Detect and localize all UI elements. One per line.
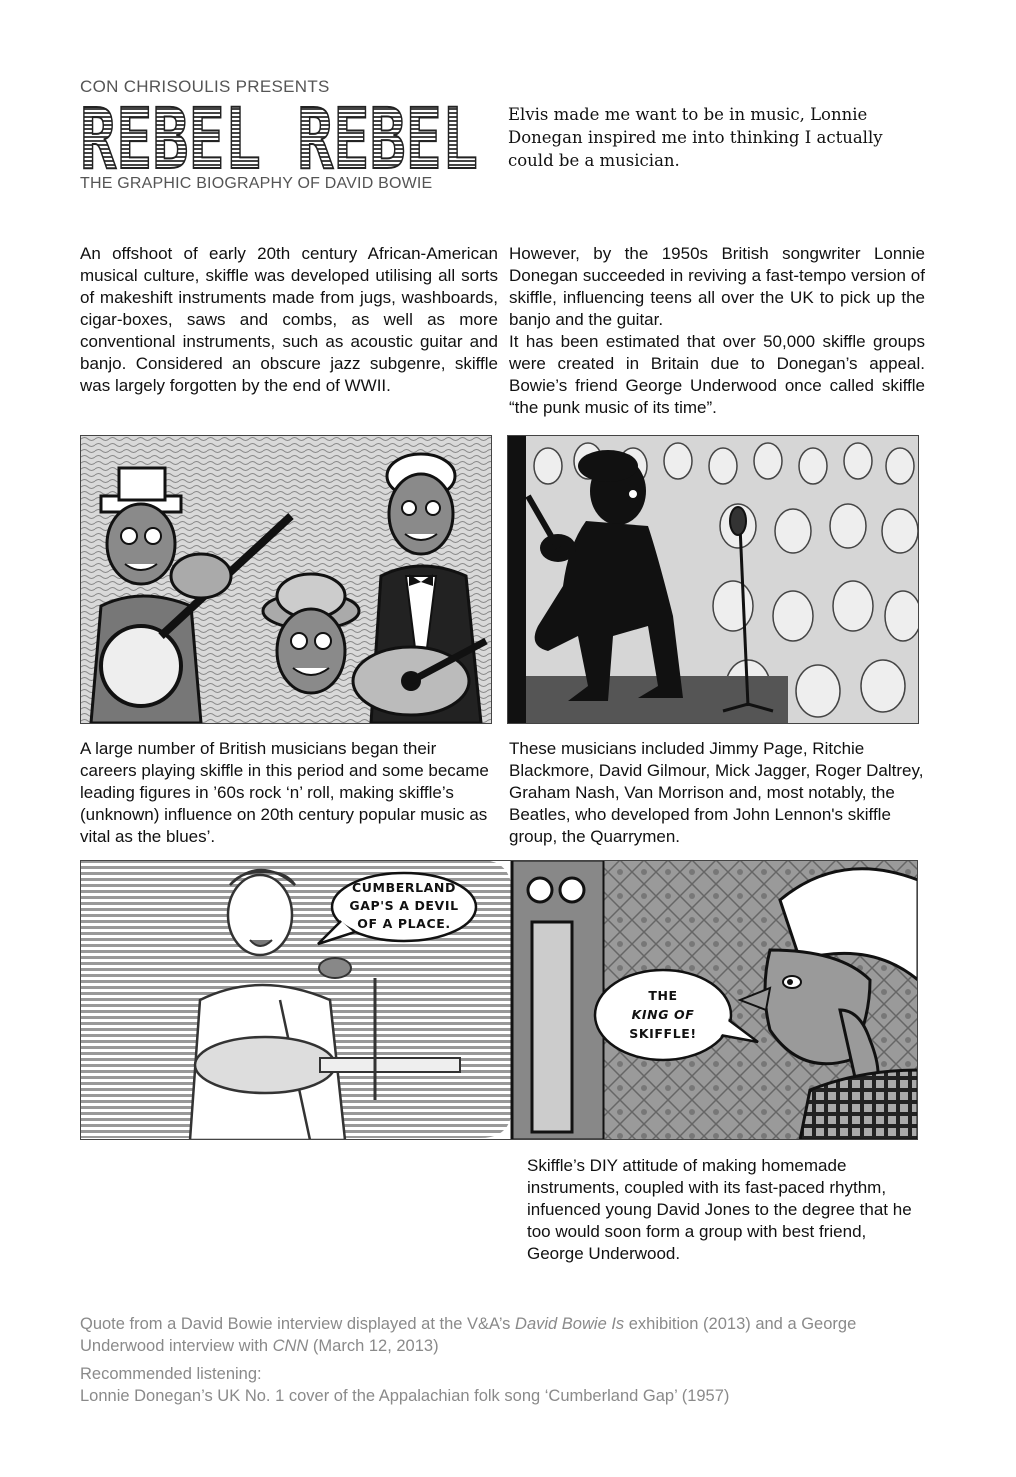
source-italic-exhibition: David Bowie Is [515, 1315, 625, 1333]
panel-donegan-stage [507, 435, 919, 724]
tv-scene-illustration [80, 860, 918, 1140]
tv-bubble-line1: CUMBERLAND [352, 880, 456, 895]
tv-bubble-line2: GAP'S A DEVIL [349, 898, 459, 913]
subtitle: THE GRAPHIC BIOGRAPHY OF DAVID BOWIE [80, 175, 433, 192]
source-italic-cnn: CNN [272, 1337, 309, 1355]
rebel-rebel-logo [78, 100, 480, 176]
caption-right: These musicians included Jimmy Page, Ritchie Blackmore, David Gilmour, Mick Jagger, Roger Daltrey, Graham Nash, Van Morrison and, most notably, the Beatles, who developed from John Lennon's skiffle group, the Quarrymen. [509, 739, 924, 846]
tv-bubble-line3: OF A PLACE. [357, 916, 451, 931]
source-part-c: (March 12, 2013) [308, 1337, 439, 1355]
intro-left-text: An offshoot of early 20th century African-American musical culture, skiffle was developed utilising all sorts of makeshift instruments made from jugs, washboards, cigar-boxes, saws and combs, as well as more conventional instruments, such as acoustic guitar and banjo. Considered an obscure jazz subgenre, skiffle was largely forgotten by the end of WWII. [80, 244, 498, 395]
caption-bottom: Skiffle’s DIY attitude of making homemade instruments, coupled with its fast-paced rhythm, infuenced young David Jones to the degree that he too would soon form a group with best friend, George Underwood. [527, 1156, 912, 1263]
recommended-listening-label: Recommended listening: [80, 1365, 262, 1383]
caption-left: A large number of British musicians began their careers playing skiffle in this period and some became leading figures in ’60s rock ‘n’ roll, making skiffle’s (unknown) influence on 20th century popular music as vital as the blues’. [80, 739, 489, 846]
donegan-stage-illustration [508, 436, 918, 723]
panel-skiffle-trio [80, 435, 492, 724]
boy-bubble-line3: SKIFFLE! [629, 1026, 697, 1041]
logo-text: REBEL REBEL [80, 100, 478, 176]
presents-line: CON CHRISOULIS PRESENTS [80, 77, 330, 96]
bowie-quote: Elvis made me want to be in music, Lonnie Donegan inspired me into thinking I actually could be a musician. [508, 105, 883, 170]
recommended-listening-text: Lonnie Donegan’s UK No. 1 cover of the Appalachian folk song ‘Cumberland Gap’ (1957) [80, 1387, 730, 1405]
skiffle-trio-illustration [81, 436, 491, 723]
intro-right-p1: However, by the 1950s British songwriter Lonnie Donegan succeeded in reviving a fast-tempo version of skiffle, influencing teens all over the UK to pick up the banjo and the guitar. [509, 244, 925, 329]
panel-tv-scene [80, 860, 918, 1140]
source-part-b: exhibition (2013) and a George Underwood interview with [80, 1315, 857, 1355]
intro-right-p2: It has been estimated that over 50,000 skiffle groups were created in Britain due to Donegan’s appeal. Bowie’s friend George Underwood once called skiffle “the punk music of its time”. [509, 332, 925, 417]
boy-bubble-line1: THE [648, 988, 678, 1003]
source-part-a: Quote from a David Bowie interview displayed at the V&A’s [80, 1315, 516, 1333]
intro-right-text [509, 243, 925, 419]
footer-sources [80, 1313, 940, 1357]
boy-bubble-line2: KING OF [631, 1007, 695, 1022]
